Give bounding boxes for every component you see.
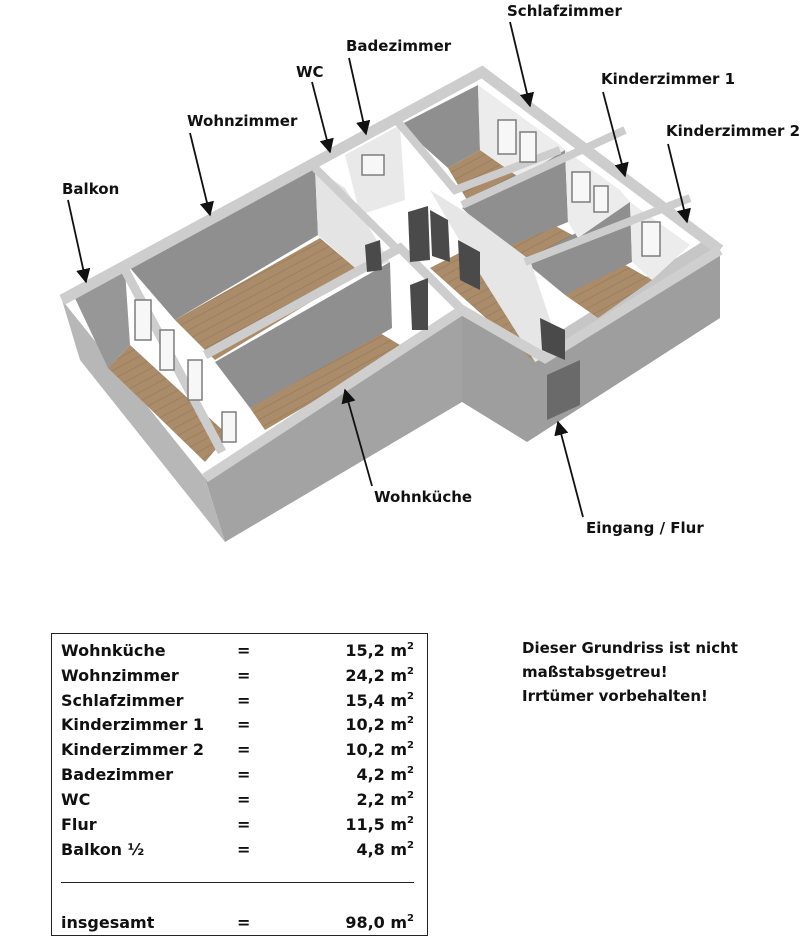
disclaimer-note (522, 636, 738, 708)
area-row: Kinderzimmer 1 = 10,2 $m^2$ (61, 715, 414, 734)
note-line: maßstabsgetreu! (522, 663, 668, 681)
area-row: Flur = 11,5 $m^2$ (61, 815, 414, 834)
area-row: Wohnzimmer = 24,2 $m^2$ (61, 666, 414, 685)
building-model (62, 72, 720, 542)
area-row: Badezimmer = 4,2 $m^2$ (61, 765, 414, 784)
note-line: Dieser Grundriss ist nicht (522, 639, 738, 657)
label-badezimmer: Badezimmer (346, 37, 452, 55)
area-table (51, 633, 428, 936)
label-kinderzimmer1: Kinderzimmer 1 (601, 70, 736, 88)
total-row: insgesamt = 98,0 $m^2$ (61, 913, 414, 932)
area-row: Kinderzimmer 2 = 10,2 $m^2$ (61, 740, 414, 759)
note-line: Irrtümer vorbehalten! (522, 687, 708, 705)
label-wohnzimmer: Wohnzimmer (187, 112, 298, 130)
label-wohnkueche: Wohnküche (374, 488, 473, 506)
area-row: Wohnküche = 15,2 $m^2$ (61, 641, 414, 660)
label-balkon: Balkon (62, 180, 120, 198)
label-kinderzimmer2: Kinderzimmer 2 (666, 122, 801, 140)
label-wc: WC (296, 63, 324, 81)
area-row: Schlafzimmer = 15,4 $m^2$ (61, 691, 414, 710)
label-eingang-flur: Eingang / Flur (586, 519, 704, 537)
area-row: WC = 2,2 $m^2$ (61, 790, 414, 809)
area-row: Balkon ½ = 4,8 $m^2$ (61, 840, 414, 859)
sum-divider (61, 882, 414, 883)
label-schlafzimmer: Schlafzimmer (507, 2, 622, 20)
